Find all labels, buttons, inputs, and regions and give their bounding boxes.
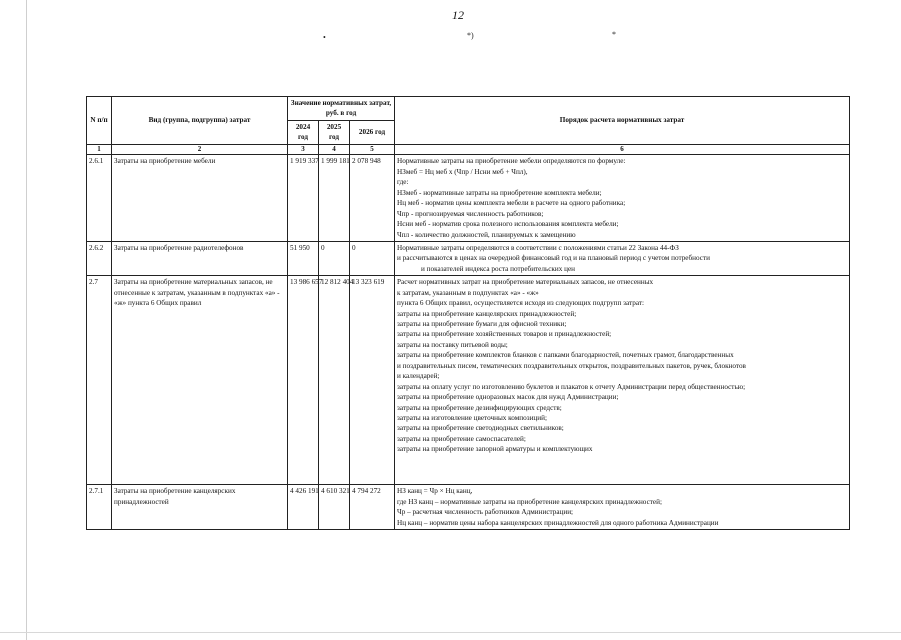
procedure-line: и календарей; bbox=[397, 372, 440, 381]
procedure-line: затраты на приобретение комплектов бланков с папками благодарностей, почетных грамот, благодарственных bbox=[397, 351, 734, 360]
procedure-line: Нц меб - норматив цены комплекта мебели в расчете на одного работника; bbox=[397, 199, 626, 208]
procedure-line: затраты на приобретение хозяйственных товаров и принадлежностей; bbox=[397, 330, 612, 339]
row-value-2026: 13 323 619 bbox=[350, 276, 395, 485]
row-procedure bbox=[395, 276, 850, 485]
procedure-line: затраты на поставку питьевой воды; bbox=[397, 340, 508, 349]
row-value-2026: 2 078 948 bbox=[350, 155, 395, 242]
procedure-line: где: bbox=[397, 178, 409, 187]
column-number: 2 bbox=[112, 144, 288, 155]
column-number: 6 bbox=[395, 144, 850, 155]
row-value-2026: 4 794 272 bbox=[350, 485, 395, 530]
row-cost-type: Затраты на приобретение материальных запасов, не отнесенные к затратам, указанным в подпунктах «а» - «ж» пункта 6 Общих правил bbox=[112, 276, 288, 485]
scan-mark: • bbox=[323, 33, 326, 42]
row-value-2025: 12 812 404 bbox=[319, 276, 350, 485]
column-number: 1 bbox=[87, 144, 112, 155]
procedure-line: Нормативные затраты определяются в соответствии с положениями статьи 22 Закона 44-ФЗ bbox=[397, 243, 679, 252]
procedure-line: НЗмеб = Нц меб x (Чпр / Нсни меб + Чпл), bbox=[397, 167, 528, 176]
procedure-line: НЗ канц = Чр × Нц канц, bbox=[397, 487, 473, 496]
row-value-2025: 0 bbox=[319, 241, 350, 275]
row-number: 2.6.1 bbox=[87, 155, 112, 242]
page-number: 12 bbox=[452, 8, 464, 22]
header-num: N п/п bbox=[87, 97, 112, 145]
procedure-line: и показателей индекса роста потребительских цен bbox=[421, 264, 576, 273]
procedure-line: затраты на приобретение дезинфицирующих средств; bbox=[397, 403, 562, 412]
row-number: 2.6.2 bbox=[87, 241, 112, 275]
procedure-line: где НЗ канц – нормативные затраты на приобретение канцелярских принадлежностей; bbox=[397, 497, 662, 506]
row-value-2024: 4 426 191 bbox=[288, 485, 319, 530]
row-value-2024: 51 950 bbox=[288, 241, 319, 275]
table-row bbox=[87, 276, 850, 485]
procedure-line: затраты на приобретение бумаги для офисной техники; bbox=[397, 320, 567, 328]
row-value-2025: 1 999 181 bbox=[319, 155, 350, 242]
column-number: 3 bbox=[288, 144, 319, 155]
scan-mark: * bbox=[612, 30, 616, 39]
scan-edge-bottom bbox=[0, 632, 901, 633]
row-number: 2.7 bbox=[87, 276, 112, 485]
procedure-line: затраты на приобретение светодиодных светильников; bbox=[397, 424, 564, 433]
header-procedure: Порядок расчета нормативных затрат bbox=[395, 97, 850, 145]
header-year-2024: 2024 год bbox=[288, 120, 319, 144]
procedure-line: к затратам, указанным в подпунктах «а» - «ж» bbox=[397, 288, 539, 297]
procedure-line: затраты на приобретение канцелярских принадлежностей; bbox=[397, 309, 577, 318]
procedure-line: Нсни меб - норматив срока полезного использования комплекта мебели; bbox=[397, 220, 619, 229]
procedure-line: затраты на изготовление цветочных композиций; bbox=[397, 413, 547, 422]
column-number: 5 bbox=[350, 144, 395, 155]
row-value-2024: 1 919 337 bbox=[288, 155, 319, 242]
row-cost-type: Затраты на приобретение канцелярских принадлежностей bbox=[112, 485, 288, 530]
header-year-2025: 2025 год bbox=[319, 120, 350, 144]
procedure-line: Чр – расчетная численность работников Администрации; bbox=[397, 508, 574, 517]
procedure-line: Нц канц – норматив цены набора канцелярских принадлежностей для одного работника Администрации bbox=[397, 518, 719, 527]
procedure-line: затраты на приобретение самоспасателей; bbox=[397, 434, 526, 443]
scan-edge-left bbox=[26, 0, 27, 640]
row-cost-type: Затраты на приобретение радиотелефонов bbox=[112, 241, 288, 275]
row-cost-type: Затраты на приобретение мебели bbox=[112, 155, 288, 242]
procedure-line: Чпр - прогнозируемая численность работников; bbox=[397, 209, 544, 218]
row-value-2024: 13 986 657 bbox=[288, 276, 319, 485]
cost-norms-table bbox=[86, 96, 850, 530]
table-row bbox=[87, 241, 850, 275]
scan-mark: *) bbox=[467, 31, 474, 40]
header-values-group: Значение нормативных затрат, руб. в год bbox=[288, 97, 395, 121]
procedure-line: затраты на приобретение одноразовых масок для нужд Администрации; bbox=[397, 393, 619, 402]
table-row bbox=[87, 155, 850, 242]
row-number: 2.7.1 bbox=[87, 485, 112, 530]
procedure-line: Чпл - количество должностей, планируемых к замещению bbox=[397, 230, 576, 239]
header-cost-type: Вид (группа, подгруппа) затрат bbox=[112, 97, 288, 145]
procedure-line: Нормативные затраты на приобретение мебели определяются по формуле: bbox=[397, 157, 626, 166]
procedure-line: затраты на приобретение запорной арматуры и комплектующих bbox=[397, 445, 593, 454]
procedure-line: затраты на оплату услуг по изготовлению буклетов и плакатов к отчету Администрации перед общественностью; bbox=[397, 382, 746, 391]
row-procedure bbox=[395, 155, 850, 242]
procedure-line: пункта 6 Общих правил, осуществляется исходя из следующих подгрупп затрат: bbox=[397, 299, 644, 308]
row-procedure bbox=[395, 485, 850, 530]
row-procedure bbox=[395, 241, 850, 275]
procedure-line: и рассчитываются в ценах на очередной финансовый год и на плановый период с учетом потребности bbox=[397, 254, 710, 263]
row-value-2025: 4 610 321 bbox=[319, 485, 350, 530]
table-row bbox=[87, 485, 850, 530]
procedure-line: НЗмеб - нормативные затраты на приобретение комплекта мебели; bbox=[397, 188, 602, 197]
procedure-line: Расчет нормативных затрат на приобретение материальных запасов, не отнесенных bbox=[397, 278, 654, 287]
header-year-2026: 2026 год bbox=[350, 120, 395, 144]
procedure-line: и поздравительных писем, тематических поздравительных открыток, поздравительных пакетов, ручек, блокнотов bbox=[397, 361, 746, 370]
column-number: 4 bbox=[319, 144, 350, 155]
row-value-2026: 0 bbox=[350, 241, 395, 275]
